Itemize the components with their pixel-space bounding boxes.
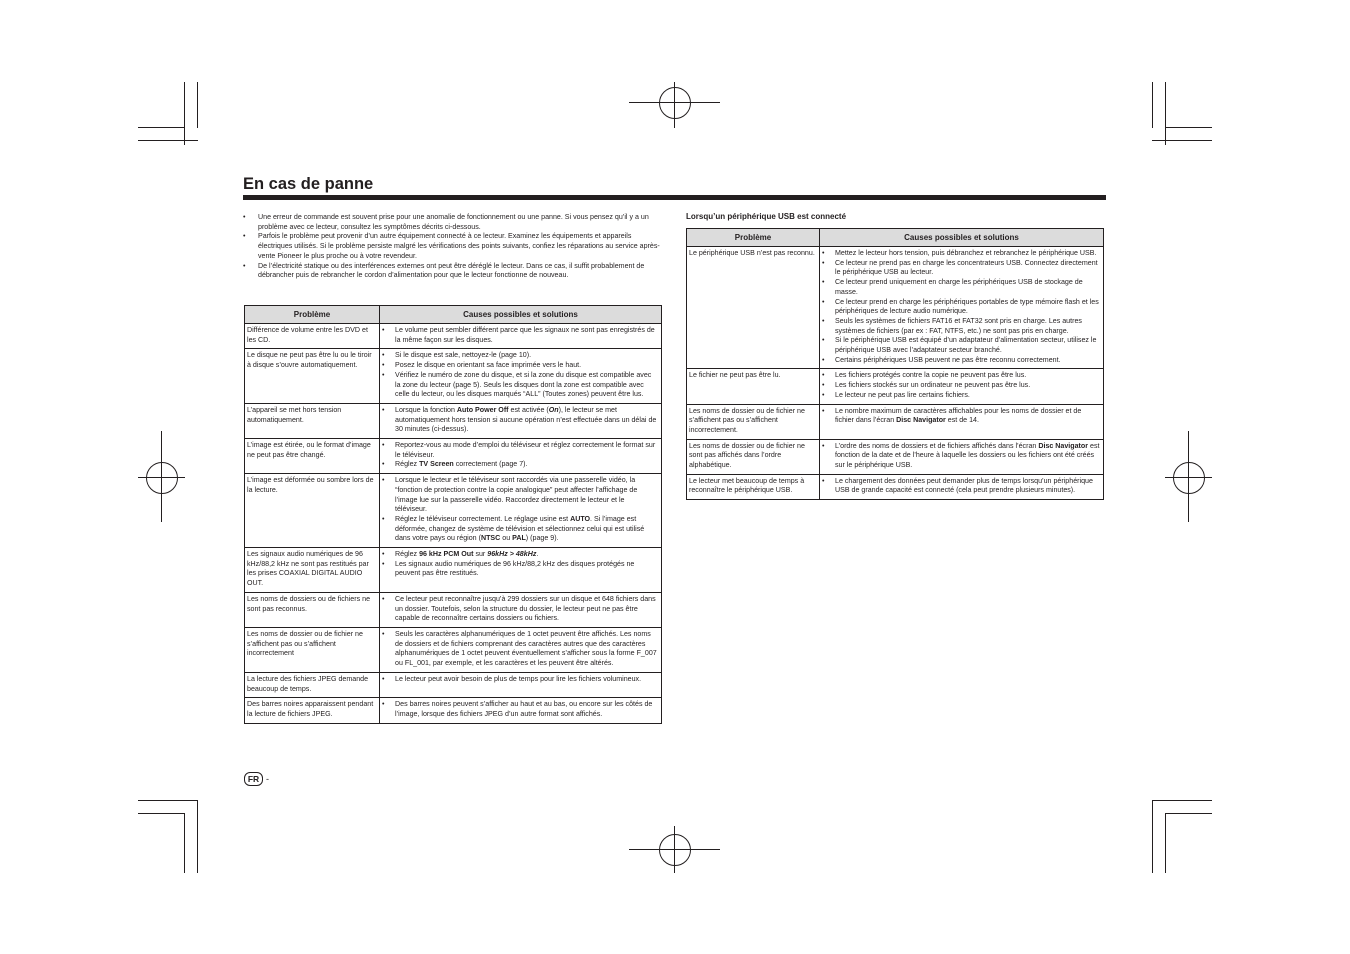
solutions-list <box>382 595 658 624</box>
solutions-list <box>822 477 1100 496</box>
solutions-list <box>382 351 658 400</box>
table-row <box>245 474 662 548</box>
table-row <box>245 403 662 438</box>
solution-item: • Vérifiez le numéro de zone du disque, et si la zone du disque est compatible avec la zone du lecteur (page 5). Seuls les disques dont la zone est compatible avec celle du lecteur, ou les disques marqués “ALL” (Toutes zones) peuvent être lus. <box>382 371 658 400</box>
solution-item: • L’ordre des noms de dossiers et de fichiers affichés dans l’écran Disc Navigator est fonction de la date et de l’heure à laquelle les dossiers ou les fichiers ont été créés sur le périphérique USB. <box>822 442 1100 471</box>
solution-item: • Mettez le lecteur hors tension, puis débranchez et rebranchez le périphérique USB. <box>822 249 1100 259</box>
solution-item: • Les signaux audio numériques de 96 kHz/88,2 kHz des disques protégés ne peuvent pas être restitués. <box>382 560 658 579</box>
header-solutions: Causes possibles et solutions <box>820 229 1104 247</box>
problem-cell: La lecture des fichiers JPEG demande beaucoup de temps. <box>245 672 380 697</box>
solutions-cell <box>380 349 662 404</box>
solutions-cell <box>380 474 662 548</box>
solution-item: • Réglez le téléviseur correctement. Le réglage usine est AUTO. Si l’image est déformée, changez de système de télévision et sélectionnez celui qui est utilisé dans votre pays ou région (NTSC ou PAL) (page 9). <box>382 515 658 544</box>
intro-bullet: • De l’électricité statique ou des interférences externes ont peut être déréglé le lecteur. Dans ce cas, il suffit probablement de débrancher puis de rebrancher le cordon d’alimentation pour que le lecteur fonctionne de nouveau. <box>243 262 663 281</box>
solutions-list <box>382 700 658 719</box>
solution-item: • Le lecteur peut avoir besoin de plus de temps pour lire les fichiers volumineux. <box>382 675 658 685</box>
emphasis-text: 96 kHz PCM Out <box>419 550 474 559</box>
solution-item: • Seuls les systèmes de fichiers FAT16 et FAT32 sont pris en charge. Les autres systèmes de fichiers (par ex : FAT, NTFS, etc.) ne sont pas pris en charge. <box>822 317 1100 336</box>
emphasis-text: NTSC <box>480 534 501 543</box>
table-row <box>245 698 662 723</box>
emphasis-text: TV Screen <box>419 460 454 469</box>
solutions-cell <box>380 548 662 593</box>
solution-item: • Posez le disque en orientant sa face imprimée vers le haut. <box>382 361 658 371</box>
title-rule <box>243 195 1106 200</box>
emphasis-text: AUTO <box>570 514 591 523</box>
header-problem: Problème <box>687 229 820 247</box>
solution-item: • Le chargement des données peut demander plus de temps lorsqu’un périphérique USB de grande capacité est connecté (cela peut prendre plusieurs minutes). <box>822 477 1100 496</box>
problem-cell: Le périphérique USB n’est pas reconnu. <box>687 247 820 369</box>
language-badge: FR <box>244 772 263 786</box>
problem-cell: Les noms de dossiers ou de fichiers ne sont pas reconnus. <box>245 592 380 627</box>
solution-item: • Lorsque le lecteur et le téléviseur sont raccordés via une passerelle vidéo, la “fonction de protection contre la copie analogique” peut affecter l’affichage de l’image lue sur la passerelle vidéo. Raccordez directement le lecteur et le téléviseur. <box>382 476 658 515</box>
solutions-list <box>822 249 1100 365</box>
usb-section-heading: Lorsqu’un périphérique USB est connecté <box>686 212 847 221</box>
problem-cell: Différence de volume entre les DVD et les CD. <box>245 324 380 349</box>
solution-item: • Certains périphériques USB peuvent ne pas être reconnu correctement. <box>822 356 1100 366</box>
troubleshooting-rows <box>245 324 662 724</box>
problem-cell: L’image est déformée ou sombre lors de la lecture. <box>245 474 380 548</box>
table-row <box>245 439 662 474</box>
solution-item: • Si le périphérique USB est équipé d’un adaptateur d’alimentation secteur, utilisez le périphérique USB avec l’adaptateur secteur branché. <box>822 336 1100 355</box>
solutions-list <box>822 407 1100 426</box>
solution-item: • Lorsque la fonction Auto Power Off est activée (On), le lecteur se met automatiquement hors tension si aucune opération n’est effectuée dans un délai de 30 minutes (ci-dessus). <box>382 406 658 435</box>
solutions-list <box>382 326 658 345</box>
header-solutions: Causes possibles et solutions <box>380 306 662 324</box>
solutions-cell <box>380 672 662 697</box>
solution-item: • Des barres noires peuvent s’afficher au haut et au bas, ou encore sur les côtés de l’image, lorsque des fichiers JPEG d’un autre format sont affichés. <box>382 700 658 719</box>
solution-item: • Réglez TV Screen correctement (page 7). <box>382 460 658 470</box>
solutions-list <box>382 476 658 544</box>
solutions-list <box>382 630 658 669</box>
usb-troubleshooting-rows <box>687 247 1104 500</box>
problem-cell: L’image est étirée, ou le format d’image ne peut pas être changé. <box>245 439 380 474</box>
solutions-cell <box>820 439 1104 474</box>
solution-item: • Le volume peut sembler différent parce que les signaux ne sont pas enregistrés de la même façon sur les disques. <box>382 326 658 345</box>
emphasis-text: 96kHz > 48kHz <box>487 550 537 559</box>
table-row <box>245 548 662 593</box>
emphasis-text: PAL <box>512 534 526 543</box>
solutions-list <box>822 371 1100 400</box>
table-row <box>687 404 1104 439</box>
solutions-cell <box>820 404 1104 439</box>
solution-item: • Le lecteur ne peut pas lire certains fichiers. <box>822 391 1100 401</box>
emphasis-text: Auto Power Off <box>456 405 509 414</box>
page-footer <box>244 772 269 786</box>
problem-cell: Les noms de dossier ou de fichier ne s’affichent pas ou s’affichent incorrectement. <box>687 404 820 439</box>
problem-cell: Des barres noires apparaissent pendant la lecture de fichiers JPEG. <box>245 698 380 723</box>
usb-troubleshooting-table <box>686 228 1104 500</box>
solution-item: • Ce lecteur prend uniquement en charge les périphériques USB de stockage de masse. <box>822 278 1100 297</box>
solutions-cell <box>380 439 662 474</box>
intro-bullet: • Parfois le problème peut provenir d’un autre équipement connecté à ce lecteur. Examinez les équipements et appareils électriques utilisés. Si le problème persiste malgré les vérifications des points suivants, confiez les réparations au service après-vente Pioneer le plus proche ou à votre revendeur. <box>243 232 663 261</box>
table-row <box>245 627 662 672</box>
problem-cell: L’appareil se met hors tension automatiquement. <box>245 403 380 438</box>
table-row <box>687 474 1104 499</box>
table-row <box>245 324 662 349</box>
page-number: - <box>266 774 269 784</box>
solutions-cell <box>820 369 1104 404</box>
problem-cell: Les signaux audio numériques de 96 kHz/88,2 kHz ne sont pas restitués par les prises COAXIAL DIGITAL AUDIO OUT. <box>245 548 380 593</box>
solutions-list <box>382 675 658 685</box>
troubleshooting-table <box>244 305 662 724</box>
solutions-list <box>382 550 658 579</box>
solutions-cell <box>380 403 662 438</box>
header-problem: Problème <box>245 306 380 324</box>
table-row <box>687 369 1104 404</box>
table-row <box>245 349 662 404</box>
emphasis-text: On <box>548 405 559 414</box>
solution-item: • Les fichiers protégés contre la copie ne peuvent pas être lus. <box>822 371 1100 381</box>
solutions-cell <box>820 247 1104 369</box>
problem-cell: Les noms de dossier ou de fichier ne s’affichent pas ou s’affichent incorrectement <box>245 627 380 672</box>
solution-item: • Reportez-vous au mode d’emploi du téléviseur et réglez correctement le format sur le téléviseur. <box>382 441 658 460</box>
solution-item: • Ce lecteur prend en charge les périphériques portables de type mémoire flash et les périphériques de lecture audio numérique. <box>822 298 1100 317</box>
intro-bullet: • Une erreur de commande est souvent prise pour une anomalie de fonctionnement ou une panne. Si vous pensez qu’il y a un problème avec ce lecteur, consultez les symptômes décrits ci-dessous. <box>243 213 663 232</box>
solutions-cell <box>380 698 662 723</box>
solution-item: • Ce lecteur peut reconnaître jusqu’à 299 dossiers sur un disque et 648 fichiers dans un dossier. Toutefois, selon la structure du dossier, le lecteur peut ne pas être capable de reconnaître certains dossiers ou fichiers. <box>382 595 658 624</box>
table-row <box>687 439 1104 474</box>
solution-item: • Seuls les caractères alphanumériques de 1 octet peuvent être affichés. Les noms de dossiers et de fichiers comprenant des caractères autres que des caractères alphanumériques de 1 octet peuvent éventuellement s’afficher sous la forme F_007 ou FL_001, par exemple, et les caractères et les peuvent être altérés. <box>382 630 658 669</box>
problem-cell: Le lecteur met beaucoup de temps à reconnaître le périphérique USB. <box>687 474 820 499</box>
solutions-cell <box>820 474 1104 499</box>
solutions-list <box>382 406 658 435</box>
page-title: En cas de panne <box>243 175 374 193</box>
problem-cell: Les noms de dossier ou de fichier ne sont pas affichés dans l’ordre alphabétique. <box>687 439 820 474</box>
solutions-cell <box>380 592 662 627</box>
problem-cell: Le disque ne peut pas être lu ou le tiroir à disque s’ouvre automatiquement. <box>245 349 380 404</box>
solution-item: • Les fichiers stockés sur un ordinateur ne peuvent pas être lus. <box>822 381 1100 391</box>
solutions-cell <box>380 324 662 349</box>
problem-cell: Le fichier ne peut pas être lu. <box>687 369 820 404</box>
table-row <box>245 672 662 697</box>
emphasis-text: Disc Navigator <box>1038 441 1089 450</box>
solutions-list <box>382 441 658 470</box>
intro-list <box>243 213 663 281</box>
solution-item: • Si le disque est sale, nettoyez-le (page 10). <box>382 351 658 361</box>
solution-item: • Ce lecteur ne prend pas en charge les concentrateurs USB. Connectez directement le périphérique USB au lecteur. <box>822 259 1100 278</box>
solution-item: • Le nombre maximum de caractères affichables pour les noms de dossier et de fichier dans l’écran Disc Navigator est de 14. <box>822 407 1100 426</box>
solution-item: • Réglez 96 kHz PCM Out sur 96kHz > 48kHz. <box>382 550 658 560</box>
solutions-list <box>822 442 1100 471</box>
emphasis-text: Disc Navigator <box>896 416 946 425</box>
table-row <box>245 592 662 627</box>
table-row <box>687 247 1104 369</box>
solutions-cell <box>380 627 662 672</box>
